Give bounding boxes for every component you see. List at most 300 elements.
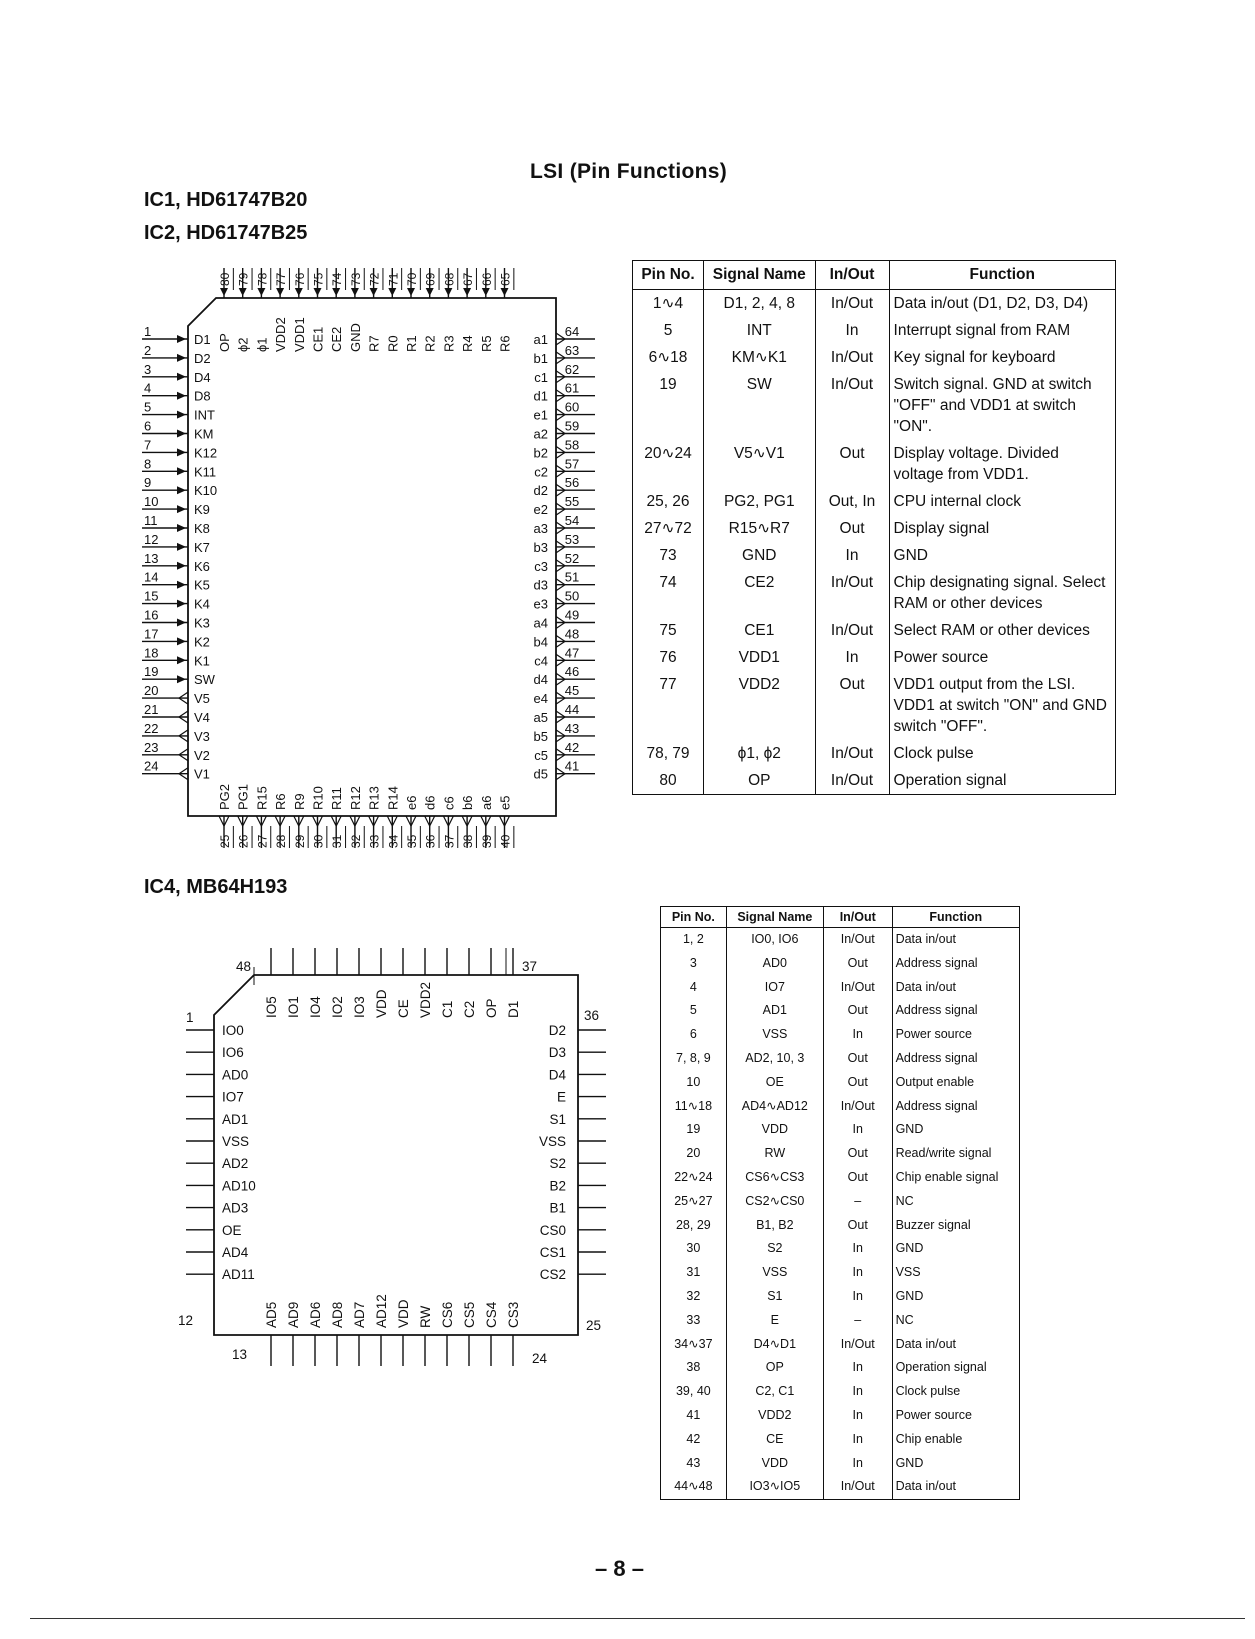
table-cell: In bbox=[823, 1428, 892, 1452]
table-row bbox=[633, 569, 1116, 617]
table-cell: Out bbox=[823, 999, 892, 1023]
table-cell: In/Out bbox=[823, 1095, 892, 1119]
pin-number: 76 bbox=[292, 272, 307, 286]
table-header-row bbox=[661, 907, 1020, 928]
pin-label: AD2 bbox=[222, 1156, 249, 1172]
table-cell: In/Out bbox=[823, 1333, 892, 1357]
pin-label: CS4 bbox=[484, 1301, 499, 1328]
pin-label: CS6 bbox=[440, 1301, 455, 1328]
pin-number: 34 bbox=[386, 834, 401, 848]
table-row bbox=[633, 542, 1116, 569]
table-row bbox=[661, 1118, 1020, 1142]
table-cell: In/Out bbox=[815, 344, 889, 371]
table-cell: Data in/out bbox=[892, 1333, 1019, 1357]
table-cell: 39, 40 bbox=[661, 1380, 727, 1404]
table-cell: VDD bbox=[726, 1118, 823, 1142]
pin-label: B2 bbox=[549, 1178, 566, 1194]
pin-label: CE2 bbox=[329, 326, 345, 352]
pin-label: IO5 bbox=[264, 996, 279, 1018]
table-cell: 5 bbox=[661, 999, 727, 1023]
pin-number: 14 bbox=[144, 569, 159, 585]
table-cell: In bbox=[815, 644, 889, 671]
pin-number: 64 bbox=[564, 324, 580, 339]
table-header-row bbox=[633, 261, 1116, 290]
pin-number: 79 bbox=[236, 272, 251, 286]
table-row bbox=[633, 488, 1116, 515]
pin-label: a2 bbox=[533, 426, 548, 442]
table-cell: Display voltage. Divided voltage from VDD1. bbox=[889, 440, 1115, 488]
table-row bbox=[661, 1142, 1020, 1166]
table-cell: Out bbox=[823, 1214, 892, 1238]
column-header: Signal Name bbox=[726, 907, 823, 928]
pin-label: a6 bbox=[478, 795, 494, 810]
pin-number: 51 bbox=[564, 569, 580, 585]
pin-number: 33 bbox=[367, 834, 382, 848]
pin-number: 56 bbox=[564, 475, 580, 491]
table-cell: CE1 bbox=[704, 617, 815, 644]
pin-label: AD8 bbox=[330, 1301, 345, 1328]
pin-number: 71 bbox=[386, 272, 401, 286]
table-cell: 1∿4 bbox=[633, 290, 704, 318]
table-cell: In/Out bbox=[815, 740, 889, 767]
column-header: Function bbox=[889, 261, 1115, 290]
pin-label: K7 bbox=[194, 539, 210, 555]
table-cell: Buzzer signal bbox=[892, 1214, 1019, 1238]
pin-label: INT bbox=[194, 407, 215, 423]
table-cell: GND bbox=[892, 1285, 1019, 1309]
pin-number: 61 bbox=[564, 380, 580, 396]
table-cell: Out bbox=[823, 1142, 892, 1166]
pin-label: IO3 bbox=[352, 996, 367, 1018]
table-cell: Out bbox=[815, 440, 889, 488]
pin-label: d6 bbox=[422, 795, 438, 810]
pin-label: VDD1 bbox=[291, 317, 307, 352]
pin-number: 52 bbox=[564, 550, 580, 566]
table-row bbox=[661, 1166, 1020, 1190]
table-row bbox=[661, 1475, 1020, 1499]
table-row bbox=[661, 976, 1020, 1000]
table-cell: GND bbox=[892, 1452, 1019, 1476]
table-cell: OP bbox=[726, 1356, 823, 1380]
pin-label: D1 bbox=[506, 1000, 521, 1018]
table-cell: 33 bbox=[661, 1309, 727, 1333]
table-row bbox=[661, 1356, 1020, 1380]
pin-number: 73 bbox=[348, 272, 363, 286]
pin-number: 23 bbox=[144, 739, 159, 755]
table-row bbox=[661, 1047, 1020, 1071]
pin-label: V2 bbox=[194, 747, 210, 763]
table-cell: In/Out bbox=[815, 290, 889, 318]
pin-label: R6 bbox=[273, 793, 289, 810]
ic1-title: IC1, HD61747B20 bbox=[144, 189, 308, 211]
ic4-title: IC4, MB64H193 bbox=[144, 876, 288, 898]
table-cell: Data in/out bbox=[892, 976, 1019, 1000]
pin-number: 24 bbox=[144, 758, 159, 774]
table-cell: Data in/out bbox=[892, 1475, 1019, 1499]
pin-label: AD0 bbox=[222, 1067, 249, 1083]
table-cell: AD0 bbox=[726, 952, 823, 976]
pin-number: 16 bbox=[144, 607, 159, 623]
pin-label: V3 bbox=[194, 728, 210, 744]
table-cell: – bbox=[823, 1190, 892, 1214]
pin-label: d5 bbox=[533, 766, 548, 782]
table-row bbox=[633, 344, 1116, 371]
pin-number: 55 bbox=[564, 494, 580, 510]
table-cell: KM∿K1 bbox=[704, 344, 815, 371]
table-cell: 32 bbox=[661, 1285, 727, 1309]
table-cell: VSS bbox=[726, 1261, 823, 1285]
table-cell: In bbox=[823, 1356, 892, 1380]
table-row bbox=[633, 644, 1116, 671]
table-row bbox=[661, 1333, 1020, 1357]
table-cell: VSS bbox=[892, 1261, 1019, 1285]
table-cell: INT bbox=[704, 317, 815, 344]
pin-number: 69 bbox=[423, 272, 438, 286]
pin-label: OP bbox=[484, 998, 499, 1018]
pin-number: 1 bbox=[186, 1010, 194, 1025]
pin-number: 19 bbox=[144, 664, 159, 680]
table-cell: 6∿18 bbox=[633, 344, 704, 371]
pin-label: c1 bbox=[534, 369, 548, 385]
pin-label: S2 bbox=[549, 1156, 566, 1172]
table-cell: 6 bbox=[661, 1023, 727, 1047]
column-header: Pin No. bbox=[633, 261, 704, 290]
table-cell: 42 bbox=[661, 1428, 727, 1452]
table-cell: AD1 bbox=[726, 999, 823, 1023]
table-cell: OE bbox=[726, 1071, 823, 1095]
column-header: In/Out bbox=[815, 261, 889, 290]
table-cell: Out bbox=[823, 1166, 892, 1190]
pin-number: 7 bbox=[144, 437, 152, 453]
table-cell: In/Out bbox=[823, 928, 892, 952]
table-cell: AD2, 10, 3 bbox=[726, 1047, 823, 1071]
pin-function-table-ic4 bbox=[660, 906, 1020, 1500]
pin-number: 21 bbox=[144, 702, 159, 717]
pin-number: 78 bbox=[255, 272, 270, 286]
table-cell: Out bbox=[815, 515, 889, 542]
pin-label: K11 bbox=[194, 464, 217, 480]
table-cell: Data in/out (D1, D2, D3, D4) bbox=[889, 290, 1115, 318]
pin-label: CE1 bbox=[310, 326, 326, 352]
pin-label: R4 bbox=[460, 335, 476, 352]
pin-label: AD6 bbox=[308, 1301, 323, 1328]
pin-label: IO0 bbox=[222, 1023, 244, 1038]
pin-number: 37 bbox=[522, 959, 538, 974]
pin-number: 17 bbox=[144, 626, 159, 642]
pin-label: R14 bbox=[385, 786, 401, 810]
pin-number: 18 bbox=[144, 645, 159, 661]
table-row bbox=[661, 1428, 1020, 1452]
table-cell: Out bbox=[823, 1047, 892, 1071]
pin-label: e4 bbox=[533, 691, 548, 707]
pin-label: VDD bbox=[396, 1299, 411, 1328]
pin-label: VSS bbox=[222, 1134, 250, 1149]
pin-label: OP bbox=[217, 333, 232, 352]
pin-label: K1 bbox=[194, 653, 210, 669]
pin-label: K4 bbox=[194, 596, 210, 612]
table-cell: Power source bbox=[892, 1404, 1019, 1428]
pin-number: 47 bbox=[564, 645, 580, 661]
table-cell: Key signal for keyboard bbox=[889, 344, 1115, 371]
table-cell: C2, C1 bbox=[726, 1380, 823, 1404]
table-cell: S2 bbox=[726, 1237, 823, 1261]
table-row bbox=[661, 1261, 1020, 1285]
pin-label: VDD2 bbox=[418, 981, 433, 1018]
pin-number: 49 bbox=[564, 607, 580, 623]
pin-label: IO7 bbox=[222, 1089, 244, 1105]
pin-number: 46 bbox=[564, 664, 580, 680]
pin-label: c4 bbox=[534, 653, 548, 669]
pin-number: 12 bbox=[144, 531, 159, 547]
pin-label: E bbox=[556, 1089, 566, 1105]
table-cell: Power source bbox=[892, 1023, 1019, 1047]
table-cell: CPU internal clock bbox=[889, 488, 1115, 515]
table-cell: NC bbox=[892, 1309, 1019, 1333]
table-cell: 80 bbox=[633, 767, 704, 795]
pin-label: IO6 bbox=[222, 1045, 244, 1061]
table-cell: In/Out bbox=[815, 371, 889, 440]
table-cell: Select RAM or other devices bbox=[889, 617, 1115, 644]
pin-number: 13 bbox=[232, 1347, 248, 1362]
pin-number: 38 bbox=[461, 834, 476, 848]
table-row bbox=[661, 1095, 1020, 1119]
table-cell: In bbox=[823, 1380, 892, 1404]
table-cell: In bbox=[823, 1404, 892, 1428]
column-header: Function bbox=[892, 907, 1019, 928]
table-cell: Chip enable bbox=[892, 1428, 1019, 1452]
table-cell: 10 bbox=[661, 1071, 727, 1095]
table-row bbox=[633, 767, 1116, 795]
pin-number: 75 bbox=[311, 272, 326, 286]
table-row bbox=[633, 371, 1116, 440]
pin-label: R15 bbox=[254, 786, 270, 810]
pin-label: OE bbox=[222, 1222, 242, 1238]
pin-label: b1 bbox=[533, 350, 548, 366]
pin-label: KM bbox=[194, 426, 214, 442]
table-row bbox=[661, 1452, 1020, 1476]
table-cell: ϕ1, ϕ2 bbox=[704, 740, 815, 767]
table-cell: V5∿V1 bbox=[704, 440, 815, 488]
pin-label: b3 bbox=[533, 539, 548, 555]
pin-label: C2 bbox=[462, 1000, 477, 1018]
table-cell: In bbox=[823, 1261, 892, 1285]
table-cell: 20∿24 bbox=[633, 440, 704, 488]
pin-label: AD5 bbox=[264, 1301, 279, 1328]
pin-label: D4 bbox=[194, 369, 211, 385]
pin-number: 9 bbox=[144, 475, 152, 491]
bottom-rule bbox=[30, 1618, 1245, 1619]
pin-label: AD7 bbox=[352, 1301, 367, 1328]
pin-label: K2 bbox=[194, 634, 210, 650]
pin-number: 41 bbox=[564, 758, 580, 774]
ic4-package-outline bbox=[214, 975, 578, 1335]
pin-label: D4 bbox=[548, 1067, 566, 1083]
pin-label: d4 bbox=[533, 672, 548, 688]
table-cell: Out bbox=[823, 952, 892, 976]
table-cell: OP bbox=[704, 767, 815, 795]
pin-label: a3 bbox=[533, 521, 548, 536]
pin-label: AD1 bbox=[222, 1111, 249, 1127]
table-cell: 31 bbox=[661, 1261, 727, 1285]
pin-label: R5 bbox=[478, 335, 494, 352]
pin-label: K10 bbox=[194, 483, 218, 499]
table-row bbox=[633, 740, 1116, 767]
table-row bbox=[661, 1237, 1020, 1261]
table-cell: 1, 2 bbox=[661, 928, 727, 952]
table-cell: 22∿24 bbox=[661, 1166, 727, 1190]
table-cell: Operation signal bbox=[889, 767, 1115, 795]
table-cell: – bbox=[823, 1309, 892, 1333]
table-row bbox=[633, 617, 1116, 644]
table-cell: IO7 bbox=[726, 976, 823, 1000]
table-cell: 41 bbox=[661, 1404, 727, 1428]
table-cell: Address signal bbox=[892, 1047, 1019, 1071]
table-cell: Output enable bbox=[892, 1071, 1019, 1095]
pin-label: C1 bbox=[440, 1000, 455, 1018]
table-cell: In/Out bbox=[823, 1475, 892, 1499]
table-row bbox=[661, 1071, 1020, 1095]
pin-label: R9 bbox=[291, 793, 307, 810]
table-cell: In bbox=[823, 1023, 892, 1047]
table-cell: VDD2 bbox=[704, 671, 815, 740]
table-cell: 74 bbox=[633, 569, 704, 617]
table-cell: NC bbox=[892, 1190, 1019, 1214]
table-row bbox=[661, 1404, 1020, 1428]
table-cell: D4∿D1 bbox=[726, 1333, 823, 1357]
table-cell: VDD2 bbox=[726, 1404, 823, 1428]
pin-number: 60 bbox=[564, 399, 580, 415]
pin-number: 25 bbox=[586, 1318, 602, 1333]
pin-number: 67 bbox=[461, 272, 476, 286]
pin-number: 28 bbox=[274, 834, 289, 848]
pin-number: 43 bbox=[564, 720, 580, 736]
page-title: LSI (Pin Functions) bbox=[530, 160, 728, 183]
table-cell: GND bbox=[704, 542, 815, 569]
table-cell: 25, 26 bbox=[633, 488, 704, 515]
table-cell: In bbox=[815, 542, 889, 569]
pin-number: 27 bbox=[255, 834, 270, 848]
pin-number: 72 bbox=[367, 272, 382, 286]
pin-label: e1 bbox=[533, 407, 548, 423]
table-cell: CE bbox=[726, 1428, 823, 1452]
pin-label: GND bbox=[347, 323, 363, 352]
table-cell: 11∿18 bbox=[661, 1095, 727, 1119]
table-cell: Read/write signal bbox=[892, 1142, 1019, 1166]
table-cell: In bbox=[823, 1452, 892, 1476]
table-cell: GND bbox=[892, 1118, 1019, 1142]
pin-label: b5 bbox=[533, 728, 548, 744]
table-cell: 7, 8, 9 bbox=[661, 1047, 727, 1071]
pin-label: V1 bbox=[194, 766, 210, 782]
ic2-title: IC2, HD61747B25 bbox=[144, 222, 308, 244]
pin-label: R0 bbox=[385, 335, 401, 352]
table-cell: S1 bbox=[726, 1285, 823, 1309]
table-cell: In bbox=[815, 317, 889, 344]
pin-label: K3 bbox=[194, 615, 210, 631]
pin-label: ϕ2 bbox=[235, 337, 251, 352]
column-header: Pin No. bbox=[661, 907, 727, 928]
table-cell: In/Out bbox=[815, 767, 889, 795]
table-cell: In bbox=[823, 1237, 892, 1261]
pin-number: 40 bbox=[498, 834, 513, 848]
table-cell: Interrupt signal from RAM bbox=[889, 317, 1115, 344]
pin-label: R13 bbox=[366, 786, 382, 810]
pin-label: PG1 bbox=[235, 783, 251, 810]
pin-number: 2 bbox=[144, 342, 152, 358]
pin-number: 57 bbox=[564, 456, 580, 472]
pin-number: 26 bbox=[236, 834, 251, 848]
pin-number: 3 bbox=[144, 361, 152, 377]
pin-label: R1 bbox=[404, 335, 419, 352]
table-cell: R15∿R7 bbox=[704, 515, 815, 542]
pin-number: 15 bbox=[144, 588, 159, 604]
pin-number: 50 bbox=[564, 588, 580, 604]
pin-label: CE bbox=[396, 999, 411, 1018]
pin-number: 12 bbox=[178, 1313, 194, 1328]
table-cell: 19 bbox=[633, 371, 704, 440]
pin-number: 8 bbox=[144, 456, 152, 472]
pin-label: d1 bbox=[533, 388, 548, 404]
pin-label: R10 bbox=[310, 786, 326, 810]
pin-number: 58 bbox=[564, 437, 580, 453]
table-cell: 76 bbox=[633, 644, 704, 671]
table-cell: CS6∿CS3 bbox=[726, 1166, 823, 1190]
table-row bbox=[661, 1380, 1020, 1404]
table-cell: Out, In bbox=[815, 488, 889, 515]
pin-label: D1 bbox=[194, 332, 211, 347]
table-cell: 3 bbox=[661, 952, 727, 976]
pin-number: 62 bbox=[564, 361, 580, 377]
pin-label: R12 bbox=[347, 786, 363, 810]
pin-number: 74 bbox=[330, 272, 345, 286]
table-cell: B1, B2 bbox=[726, 1214, 823, 1238]
pin-label: ϕ1 bbox=[254, 337, 270, 352]
table-cell: In/Out bbox=[823, 976, 892, 1000]
pin-label: RW bbox=[418, 1305, 433, 1328]
pin-number: 24 bbox=[532, 1351, 548, 1366]
table-cell: Data in/out bbox=[892, 928, 1019, 952]
table-cell: Address signal bbox=[892, 999, 1019, 1023]
column-header: Signal Name bbox=[704, 261, 815, 290]
pin-label: CS0 bbox=[539, 1222, 566, 1238]
pin-label: CS2 bbox=[539, 1267, 566, 1283]
table-cell: 28, 29 bbox=[661, 1214, 727, 1238]
table-cell: Chip enable signal bbox=[892, 1166, 1019, 1190]
pin-label: a1 bbox=[533, 332, 548, 347]
table-row bbox=[661, 1285, 1020, 1309]
pin-number: 63 bbox=[564, 342, 580, 358]
pin-label: S1 bbox=[549, 1111, 566, 1127]
pin-label: VSS bbox=[538, 1134, 566, 1149]
pin-label: R11 bbox=[329, 787, 345, 810]
pin-label: b6 bbox=[460, 795, 476, 810]
table-row bbox=[633, 440, 1116, 488]
pin-label: CS5 bbox=[462, 1301, 477, 1328]
table-cell: 25∿27 bbox=[661, 1190, 727, 1214]
table-cell: 38 bbox=[661, 1356, 727, 1380]
table-cell: 5 bbox=[633, 317, 704, 344]
page-number: – 8 – bbox=[595, 1556, 644, 1581]
pin-number: 30 bbox=[311, 834, 326, 848]
table-row bbox=[661, 952, 1020, 976]
table-row bbox=[633, 290, 1116, 318]
pin-label: R7 bbox=[366, 335, 382, 352]
pin-label: AD11 bbox=[222, 1267, 255, 1283]
table-cell: Operation signal bbox=[892, 1356, 1019, 1380]
pin-number: 48 bbox=[236, 959, 252, 974]
pin-label: K6 bbox=[194, 558, 210, 574]
pin-label: V5 bbox=[194, 691, 210, 707]
